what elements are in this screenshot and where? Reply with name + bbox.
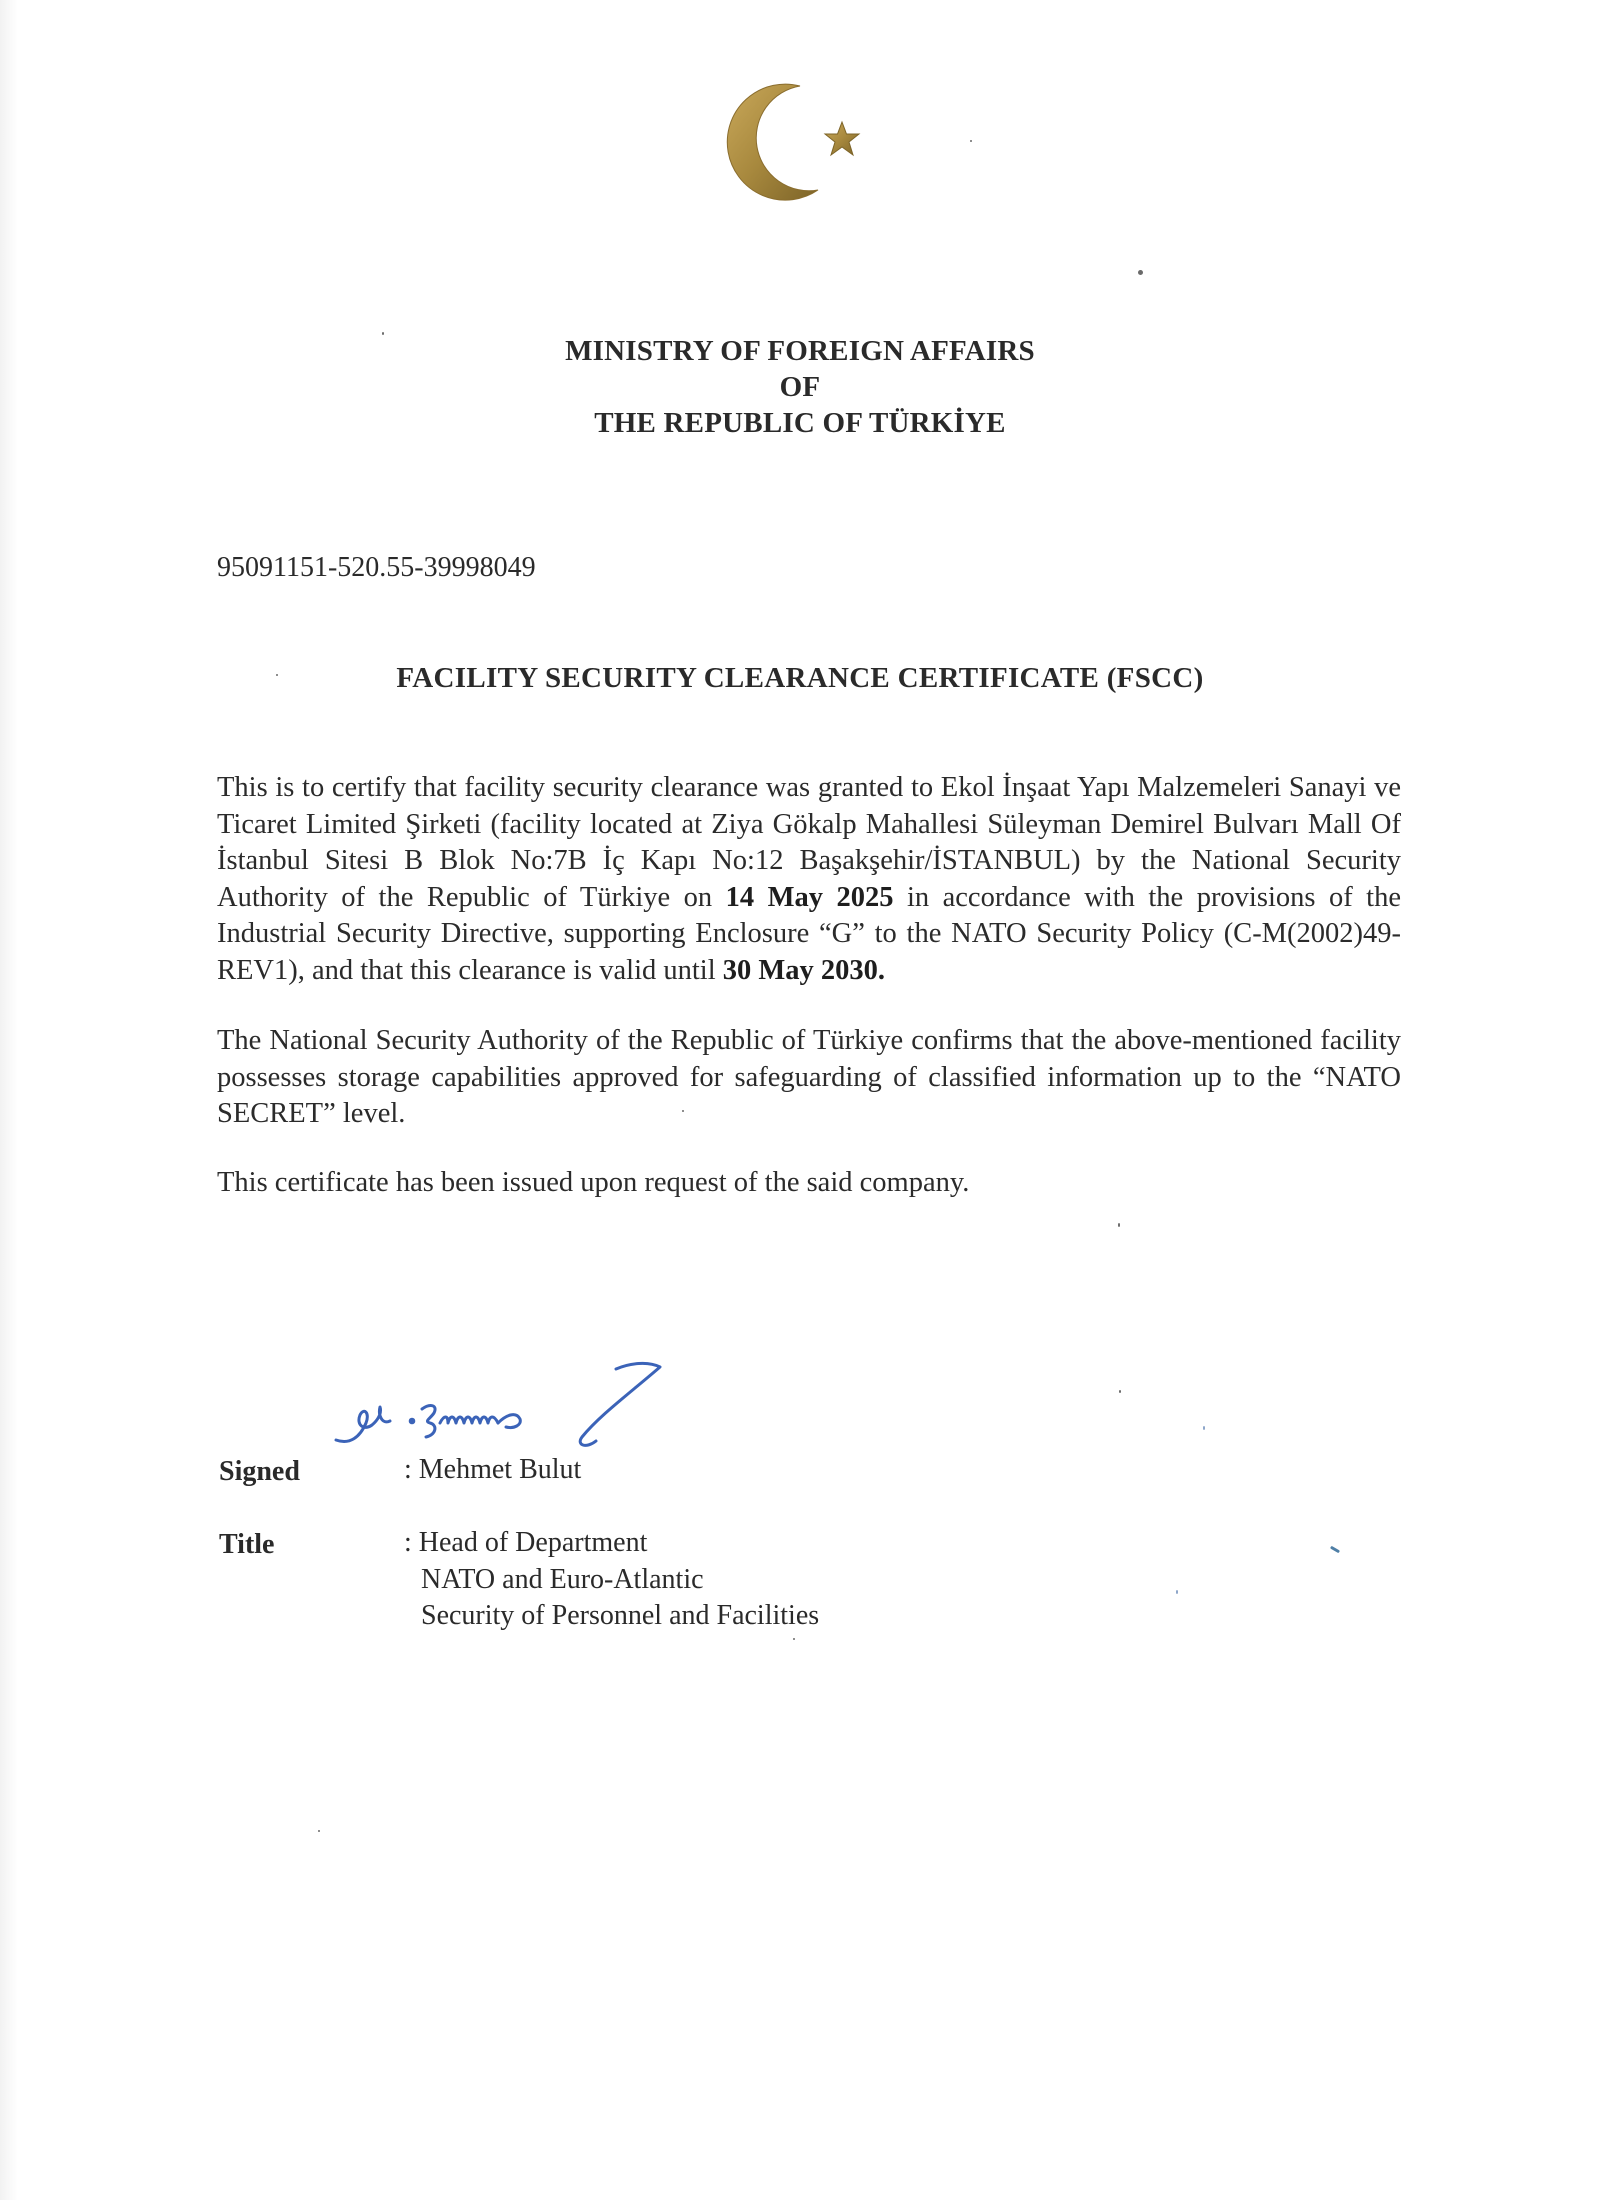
certification-text-1: This is to certify that facility security clearance was granted to Ekol İnşaat Yapı Malzemeleri Sanayi ve Ticaret Limited Şirketi (facility located at Ziya Gökalp Mahallesi Süleyman Demirel Bulvarı Mall Of İstanbul Sitesi B Blok No:7B İç Kapı No:12 Başakşehir/İSTANBUL) by the National Security Authority of the Republic of Türkiye on xyxy=(217,772,1401,913)
scan-speck xyxy=(1330,1546,1340,1554)
scan-speck xyxy=(318,1830,320,1832)
title-label: Title xyxy=(219,1529,275,1560)
scan-speck xyxy=(382,332,384,335)
signed-label: Signed xyxy=(219,1456,300,1487)
scan-edge-shadow xyxy=(0,0,18,2200)
scan-speck xyxy=(682,1110,684,1112)
issuance-paragraph: This certificate has been issued upon request of the said company. xyxy=(217,1167,970,1198)
signatory-name: : Mehmet Bulut xyxy=(404,1454,582,1485)
grant-date: 14 May 2025 xyxy=(725,881,894,913)
title-line-1: : Head of Department xyxy=(404,1527,648,1558)
crescent-and-star-icon xyxy=(700,72,880,212)
certification-paragraph xyxy=(217,770,1401,989)
title-line-2: NATO and Euro-Atlantic xyxy=(421,1563,704,1595)
scan-speck xyxy=(276,674,278,676)
scan-speck xyxy=(1118,1223,1120,1227)
certification-text-2: in accordance with the provisions of the Industrial Security Directive, supporting Enclosure “G” to the NATO Security Policy (C-M(2002)49-REV1), and that this clearance is valid until xyxy=(217,881,1401,986)
ministry-line-3: THE REPUBLIC OF TÜRKİYE xyxy=(594,407,1006,439)
signatory-title xyxy=(404,1525,819,1635)
scan-speck xyxy=(970,140,972,142)
scan-speck xyxy=(793,1638,795,1640)
document-title: FACILITY SECURITY CLEARANCE CERTIFICATE (FSCC) xyxy=(396,662,1204,694)
reference-number: 95091151-520.55-39998049 xyxy=(217,552,536,583)
ministry-line-2: OF xyxy=(779,371,821,403)
handwritten-signature xyxy=(330,1345,710,1465)
scan-speck xyxy=(1176,1590,1178,1594)
storage-capability-paragraph: The National Security Authority of the Republic of Türkiye confirms that the above-mentioned facility possesses storage capabilities approved for safeguarding of classified information up to the “NATO SECRET” level. xyxy=(217,1025,1401,1129)
ministry-line-1: MINISTRY OF FOREIGN AFFAIRS xyxy=(565,335,1035,367)
ministry-heading xyxy=(0,333,1600,441)
scan-speck xyxy=(1119,1390,1121,1393)
scan-speck xyxy=(1138,270,1143,275)
validity-date: 30 May 2030. xyxy=(722,954,886,986)
title-line-3: Security of Personnel and Facilities xyxy=(421,1600,820,1631)
scan-speck xyxy=(1203,1426,1205,1430)
